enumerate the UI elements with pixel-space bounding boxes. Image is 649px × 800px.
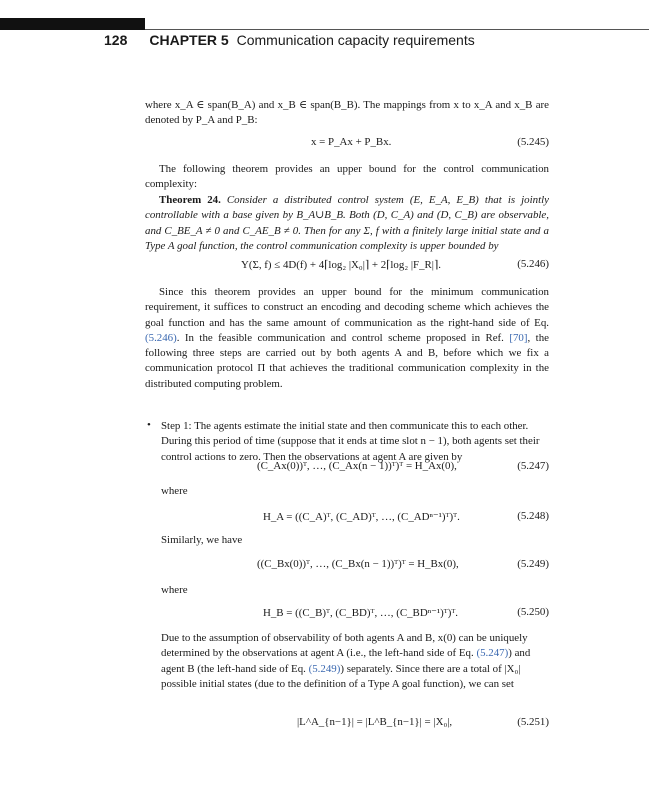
equation-expr: (C_Ax(0))ᵀ, …, (C_Ax(n − 1))ᵀ)ᵀ = H_Ax(0), [257, 460, 457, 472]
chapter-label: CHAPTER 5 [149, 32, 229, 48]
theorem-paragraph [145, 193, 549, 254]
page-number: 128 [104, 32, 128, 48]
equation-expr: ((C_Bx(0))ᵀ, …, (C_Bx(n − 1))ᵀ)ᵀ = H_Bx(0), [257, 558, 459, 570]
text-run: Since this theorem provides an upper bound for the minimum communication requirement, it suffices to construct an encoding and decoding scheme which achieves the goal function and has the same amount of communication as the right-hand side of Eq. [145, 286, 549, 329]
equation-expr: x = P_Ax + P_Bx. [311, 136, 392, 148]
equation-number: (5.249) [517, 558, 549, 570]
equation-5-245 [145, 136, 549, 152]
equation-number: (5.247) [517, 460, 549, 472]
equation-number: (5.248) [517, 510, 549, 522]
equation-number: (5.246) [517, 258, 549, 270]
header-bar [0, 18, 145, 30]
text-run: Due to the assumption of observability of both agents A and B, x(0) can be uniquely determined by the observations at agent A (i.e., the left-hand side of Eq. [161, 632, 528, 660]
due-paragraph [161, 631, 549, 692]
equation-expr: H_B = ((C_B)ᵀ, (C_BD)ᵀ, …, (C_BDⁿ⁻¹)ᵀ)ᵀ. [263, 607, 458, 619]
where-label: where [161, 584, 188, 596]
equation-5-250 [145, 606, 549, 622]
citation-link[interactable]: [70] [509, 331, 528, 344]
header-rule [145, 29, 649, 30]
intro-paragraph: where x_A ∈ span(B_A) and x_B ∈ span(B_B). The mappings from x to x_A and x_B are denoted by P_A and P_B: [145, 99, 549, 127]
bullet-icon: • [147, 419, 151, 431]
equation-link[interactable]: (5.249) [308, 662, 341, 675]
text-run: , the following three steps are carried out by both agents A and B, before which we fix a communication protocol Π that achieves the traditional communication complexity in the distributed computing problem. [145, 331, 549, 390]
where-label: where [161, 485, 188, 497]
equation-number: (5.251) [517, 716, 549, 728]
equation-link[interactable]: (5.246) [145, 331, 177, 344]
theorem-label: Theorem 24. [159, 194, 221, 206]
text-run: . In the feasible communication and control scheme proposed in Ref. [176, 331, 504, 344]
since-paragraph [145, 285, 549, 392]
similarly-label: Similarly, we have [161, 534, 243, 546]
theorem-text: Consider a distributed control system (E, E_A, E_B) that is jointly controllable with a base given by B_A∪B_B. Both (D, C_A) and (D, C_B) are observable, and C_BE_A ≠ 0 and C_AE_B ≠ 0. Then for any Σ, f with a finitely large initial state and a Type A goal function, the control communication complexity is upper bounded by [145, 194, 549, 252]
bound-paragraph: The following theorem provides an upper bound for the control communication complexity: [145, 163, 549, 191]
equation-expr: H_A = ((C_A)ᵀ, (C_AD)ᵀ, …, (C_ADⁿ⁻¹)ᵀ)ᵀ. [263, 511, 460, 523]
equation-number: (5.245) [517, 136, 549, 148]
equation-number: (5.250) [517, 606, 549, 618]
equation-expr: |L^A_{n−1}| = |L^B_{n−1}| = |X₀|, [297, 716, 453, 728]
running-header [104, 32, 475, 48]
equation-5-249 [145, 558, 549, 574]
equation-link[interactable]: (5.247) [476, 647, 509, 660]
text-run: ) and agent B (the left-hand side of Eq. [161, 647, 531, 675]
chapter-title: Communication capacity requirements [236, 32, 475, 48]
text-run: ) separately. Since there are a total of |X₀| possible initial states (due to the definition of a Type A goal function), we can set [161, 662, 521, 690]
equation-5-251 [145, 716, 549, 732]
step1-paragraph: Step 1: The agents estimate the initial state and then communicate this to each other. During this period of time (suppose that it ends at time slot n − 1), both agents set their control actions to zero. Then the observations at agent A are given by [161, 420, 540, 463]
equation-expr: Y(Σ, f) ≤ 4D(f) + 4⌈log₂ |X₀|⌉ + 2⌈log₂ |F_R|⌉. [241, 259, 441, 271]
equation-5-247 [145, 460, 549, 476]
equation-5-248 [145, 510, 549, 526]
equation-5-246 [145, 258, 549, 274]
